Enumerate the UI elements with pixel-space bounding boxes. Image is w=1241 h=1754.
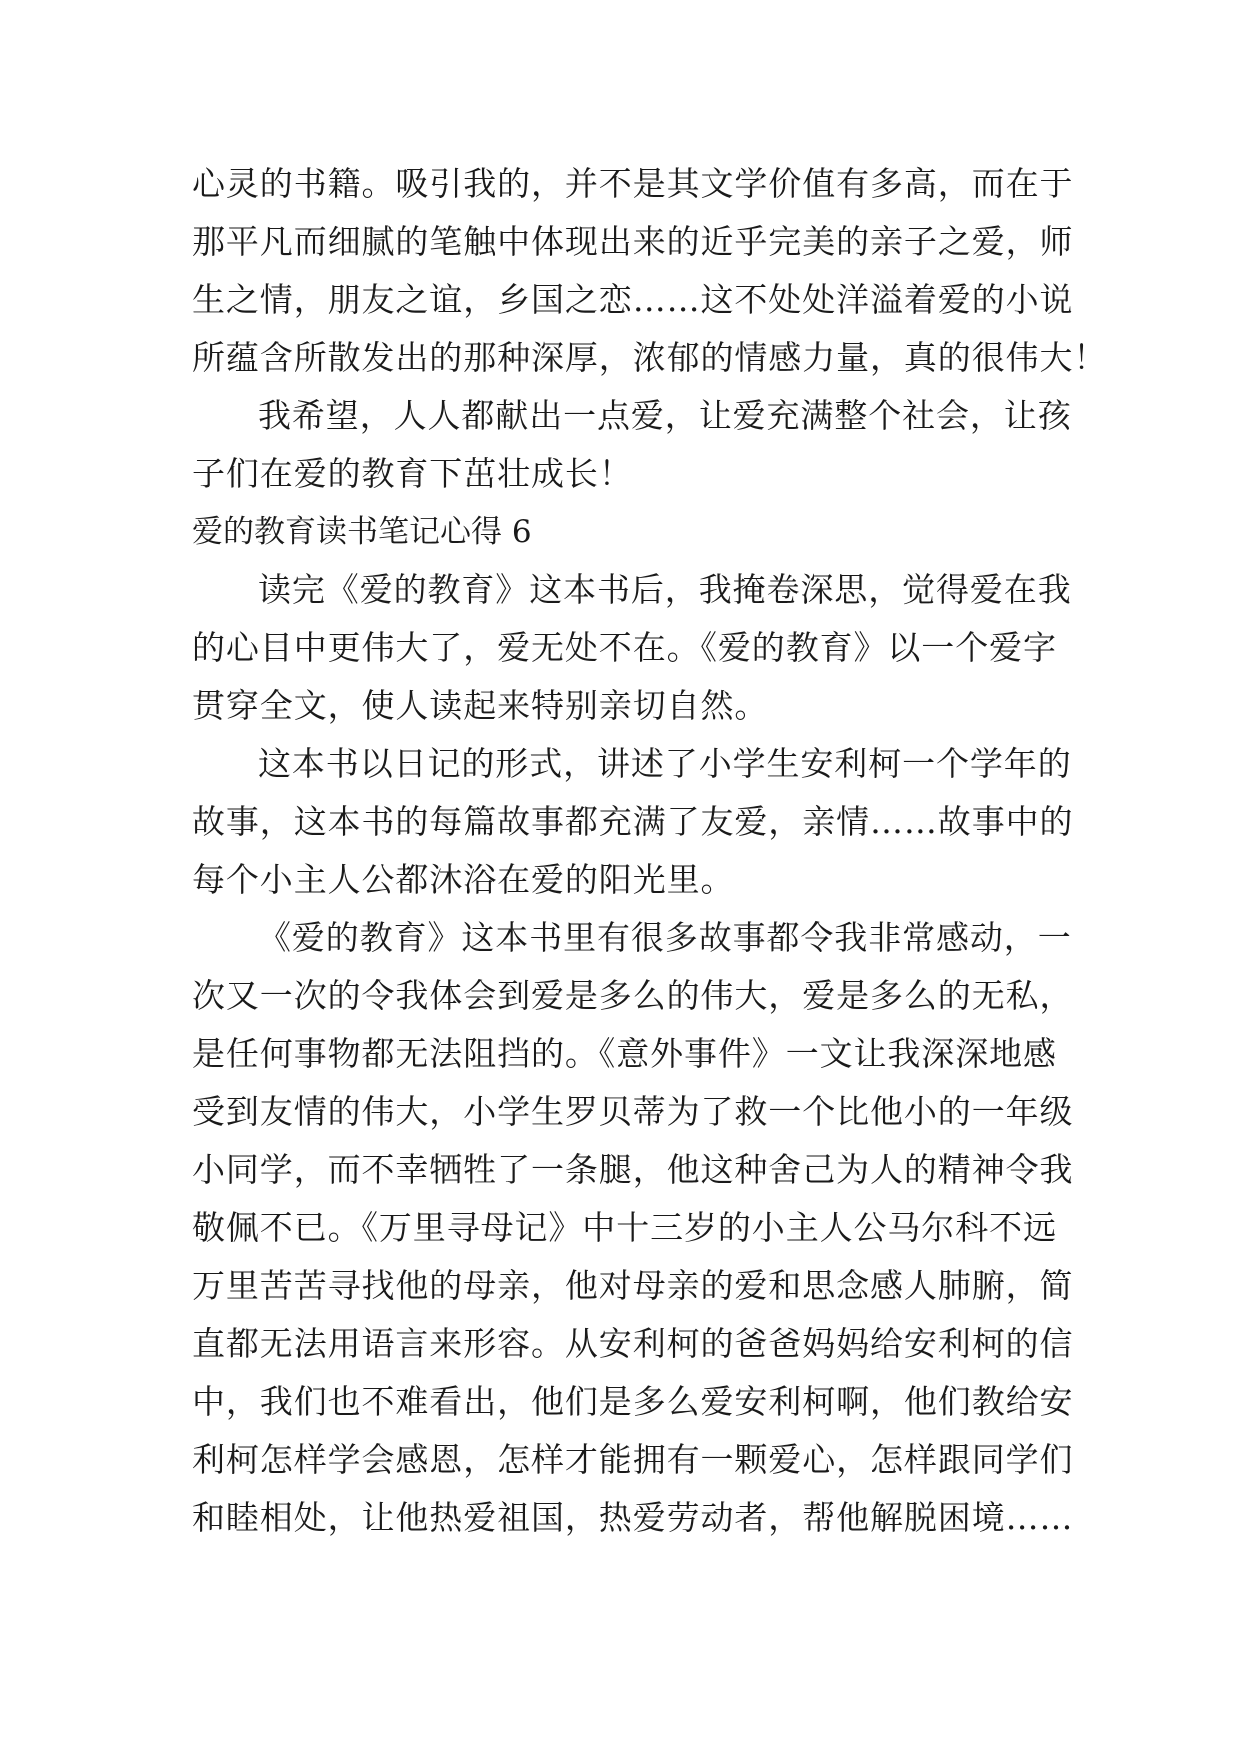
text-line: 的心目中更伟大了，爱无处不在。《爱的教育》以一个爱字 bbox=[192, 628, 1057, 667]
text-line: 敬佩不已。《万里寻母记》中十三岁的小主人公马尔科不远 bbox=[192, 1208, 1057, 1247]
text-line: 是任何事物都无法阻挡的。《意外事件》一文让我深深地感 bbox=[192, 1034, 1057, 1073]
text-line: 利柯怎样学会感恩，怎样才能拥有一颗爱心，怎样跟同学们 bbox=[192, 1440, 1074, 1479]
text-line: 我希望，人人都献出一点爱，让爱充满整个社会，让孩 bbox=[258, 396, 1072, 435]
text-line: 中，我们也不难看出，他们是多么爱安利柯啊，他们教给安 bbox=[192, 1382, 1074, 1421]
section-heading: 爱的教育读书笔记心得 6 bbox=[192, 514, 532, 550]
text-line: 小同学，而不幸牺牲了一条腿，他这种舍己为人的精神令我 bbox=[192, 1150, 1074, 1189]
text-line: 这本书以日记的形式，讲述了小学生安利柯一个学年的 bbox=[258, 744, 1072, 783]
text-line: 故事，这本书的每篇故事都充满了友爱，亲情……故事中的 bbox=[192, 802, 1074, 841]
text-line: 万里苦苦寻找他的母亲，他对母亲的爱和思念感人肺腑，简 bbox=[192, 1266, 1074, 1305]
text-line: 生之情，朋友之谊，乡国之恋……这不处处洋溢着爱的小说 bbox=[192, 280, 1074, 319]
text-line: 每个小主人公都沐浴在爱的阳光里。 bbox=[192, 860, 735, 899]
text-line: 读完《爱的教育》这本书后，我掩卷深思，觉得爱在我 bbox=[258, 570, 1072, 609]
text-line: 子们在爱的教育下茁壮成长！ bbox=[192, 454, 633, 493]
text-line: 直都无法用语言来形容。从安利柯的爸爸妈妈给安利柯的信 bbox=[192, 1324, 1074, 1363]
text-line: 心灵的书籍。吸引我的，并不是其文学价值有多高，而在于 bbox=[192, 164, 1074, 203]
text-line: 和睦相处，让他热爱祖国，热爱劳动者，帮他解脱困境…… bbox=[192, 1498, 1074, 1537]
text-line: 那平凡而细腻的笔触中体现出来的近乎完美的亲子之爱，师 bbox=[192, 222, 1074, 261]
text-line: 次又一次的令我体会到爱是多么的伟大，爱是多么的无私， bbox=[192, 976, 1074, 1015]
text-line: 所蕴含所散发出的那种深厚，浓郁的情感力量，真的很伟大！ bbox=[192, 338, 1108, 377]
text-line: 受到友情的伟大，小学生罗贝蒂为了救一个比他小的一年级 bbox=[192, 1092, 1074, 1131]
text-line: 《爱的教育》这本书里有很多故事都令我非常感动，一 bbox=[258, 918, 1072, 957]
text-line: 贯穿全文，使人读起来特别亲切自然。 bbox=[192, 686, 769, 725]
